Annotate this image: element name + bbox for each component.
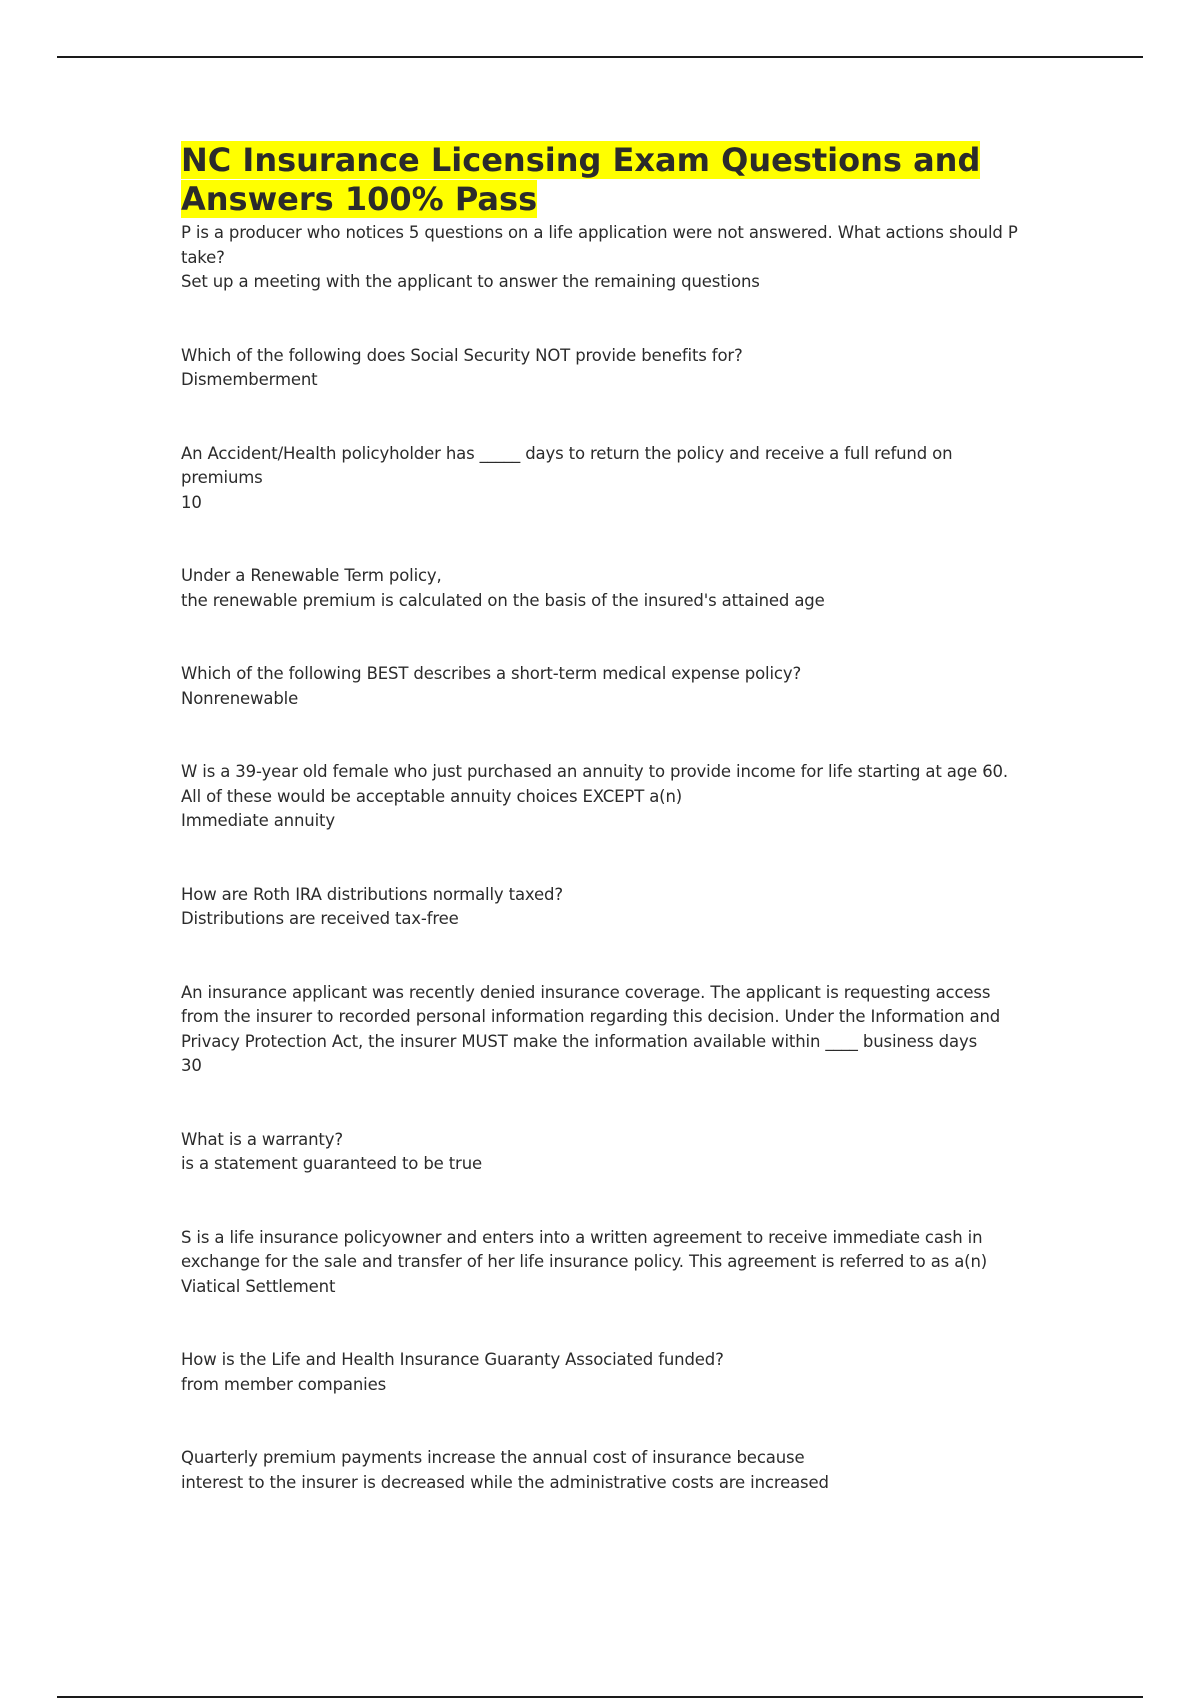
qa-item: [181, 1348, 1031, 1397]
question: Quarterly premium payments increase the annual cost of insurance because: [181, 1448, 805, 1467]
question: What is a warranty?: [181, 1129, 343, 1149]
answer: 30: [181, 1056, 202, 1075]
answer: from member companies: [181, 1374, 387, 1394]
qa-item: [181, 1446, 1031, 1495]
answer: interest to the insurer is decreased while the administrative costs are increased: [181, 1472, 829, 1492]
title-line-2: Answers 100% Pass: [181, 180, 538, 218]
qa-item: [181, 442, 1031, 516]
bottom-rule: [57, 1696, 1143, 1698]
answer: Set up a meeting with the applicant to answer the remaining questions: [181, 272, 760, 291]
qa-item: [181, 1128, 1031, 1177]
question: W is a 39-year old female who just purchased an annuity to provide income for life starting at age 60. All of these would be acceptable annuity choices EXCEPT a(n): [181, 762, 1014, 806]
answer: Dismemberment: [181, 370, 318, 389]
qa-item: [181, 662, 1031, 711]
qa-item: [181, 564, 1031, 613]
qa-item: [181, 221, 1031, 295]
qa-item: [181, 1226, 1031, 1300]
answer: Nonrenewable: [181, 688, 299, 708]
question: Under a Renewable Term policy,: [181, 566, 442, 585]
qa-item: [181, 344, 1031, 393]
answer: the renewable premium is calculated on the basis of the insured's attained age: [181, 590, 825, 610]
answer: Immediate annuity: [181, 811, 335, 830]
qa-item: [181, 760, 1031, 834]
answer: Viatical Settlement: [181, 1276, 336, 1296]
question: How is the Life and Health Insurance Guaranty Associated funded?: [181, 1350, 724, 1369]
title-line-1: NC Insurance Licensing Exam Questions and: [181, 141, 981, 179]
document-title: [181, 141, 1031, 219]
top-rule: [57, 56, 1143, 58]
answer: is a statement guaranteed to be true: [181, 1154, 483, 1173]
qa-item: [181, 883, 1031, 932]
answer: Distributions are received tax-free: [181, 909, 459, 928]
answer: 10: [181, 492, 202, 512]
question: S is a life insurance policyowner and enters into a written agreement to receive immediate cash in exchange for the sale and transfer of her life insurance policy. This agreement is referred to as a(n): [181, 1227, 988, 1271]
question: How are Roth IRA distributions normally taxed?: [181, 884, 563, 904]
question: P is a producer who notices 5 questions on a life application were not answered. What actions should P take?: [181, 223, 1023, 267]
question: An Accident/Health policyholder has _____ days to return the policy and receive a full refund on premiums: [181, 443, 958, 487]
document-body: [181, 141, 1031, 1544]
question: Which of the following does Social Security NOT provide benefits for?: [181, 345, 743, 365]
qa-item: [181, 981, 1031, 1079]
question: An insurance applicant was recently denied insurance coverage. The applicant is requesting access from the insurer to recorded personal information regarding this decision. Under the Information and Privacy Protection Act, the insurer MUST make the information available within ____ business days: [181, 982, 1006, 1051]
question: Which of the following BEST describes a short-term medical expense policy?: [181, 664, 802, 683]
